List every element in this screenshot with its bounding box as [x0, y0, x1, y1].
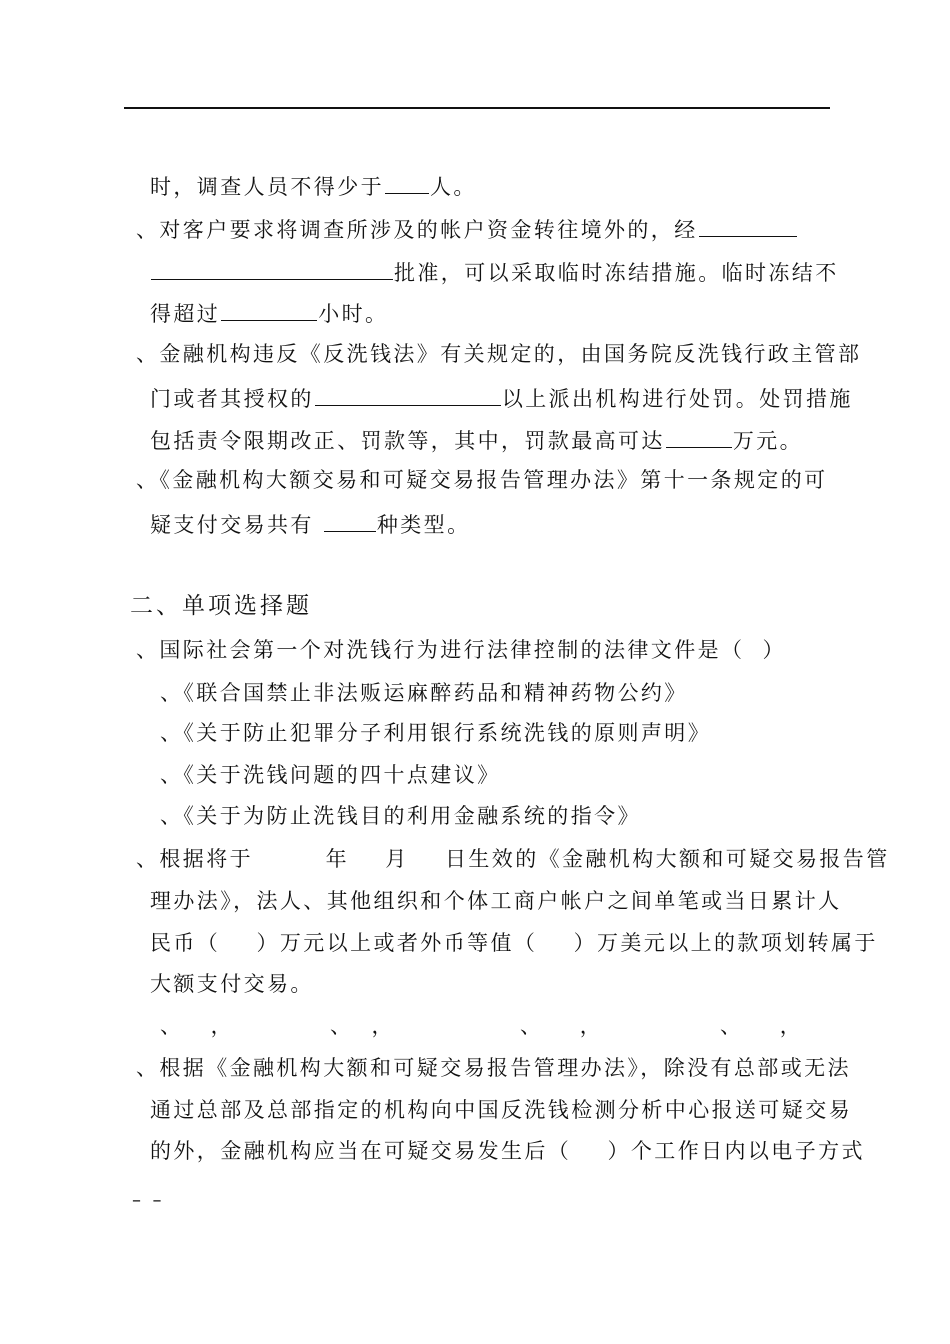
- q2-choice-b[interactable]: 、 ，: [330, 1014, 395, 1038]
- q-suspicious-line-2: 疑支付交易共有 种类型。: [150, 509, 470, 538]
- page-footer-mark: – –: [132, 1190, 162, 1211]
- q2-choice-a[interactable]: 、 ，: [160, 1014, 235, 1038]
- q-penalty-line-2: 门或者其授权的 以上派出机构进行处罚。处罚措施: [150, 383, 853, 412]
- q2-line-1: 、根据将于 年 月 日生效的《金融机构大额和可疑交易报告管: [136, 847, 890, 871]
- q1-option-a[interactable]: 、《联合国禁止非法贩运麻醉药品和精神药物公约》: [160, 681, 688, 705]
- q2-line-3: 民币（ ）万元以上或者外币等值（ ）万美元以上的款项划转属于: [150, 931, 878, 955]
- q2-line-4: 大额支付交易。: [150, 972, 314, 996]
- q-transfer-line-3: 得超过 小时。: [150, 298, 388, 327]
- q-penalty-line-3: 包括责令限期改正、罚款等，其中，罚款最高可达 万元。: [150, 425, 803, 454]
- q2-choice-d[interactable]: 、 ，: [720, 1014, 804, 1038]
- q3-line-3: 的外，金融机构应当在可疑交易发生后（ ）个工作日内以电子方式: [150, 1139, 865, 1163]
- q1-option-c[interactable]: 、《关于洗钱问题的四十点建议》: [160, 763, 501, 787]
- q2-line-2: 理办法》，法人、其他组织和个体工商户帐户之间单笔或当日累计人: [150, 889, 842, 913]
- q2-choice-c[interactable]: 、 ，: [520, 1014, 604, 1038]
- answer-blank[interactable]: [666, 425, 732, 448]
- section-title: 二、单项选择题: [130, 593, 312, 619]
- q-prev-line: 时，调查人员不得少于 人。: [150, 171, 477, 200]
- answer-blank[interactable]: [699, 214, 797, 237]
- answer-blank[interactable]: [324, 509, 376, 532]
- header-rule: [124, 107, 830, 109]
- q-transfer-line-1: 、对客户要求将调查所涉及的帐户资金转往境外的，经: [136, 214, 798, 243]
- q3-line-2: 通过总部及总部指定的机构向中国反洗钱检测分析中心报送可疑交易: [150, 1098, 852, 1122]
- answer-blank[interactable]: [385, 171, 429, 194]
- answer-blank[interactable]: [151, 257, 393, 280]
- q1-option-d[interactable]: 、《关于为防止洗钱目的利用金融系统的指令》: [160, 804, 641, 828]
- q-penalty-line-1: 、金融机构违反《反洗钱法》有关规定的，由国务院反洗钱行政主管部: [136, 342, 862, 366]
- q3-line-1: 、根据《金融机构大额和可疑交易报告管理办法》，除没有总部或无法: [136, 1056, 851, 1080]
- q-transfer-line-2: 批准，可以采取临时冻结措施。临时冻结不: [150, 257, 839, 286]
- q-suspicious-line-1: 、《金融机构大额交易和可疑交易报告管理办法》第十一条规定的可: [136, 468, 828, 492]
- answer-blank[interactable]: [315, 383, 501, 406]
- q1-option-b[interactable]: 、《关于防止犯罪分子利用银行系统洗钱的原则声明》: [160, 721, 712, 745]
- q1-stem: 、国际社会第一个对洗钱行为进行法律控制的法律文件是（ ）: [136, 638, 786, 662]
- answer-blank[interactable]: [221, 298, 317, 321]
